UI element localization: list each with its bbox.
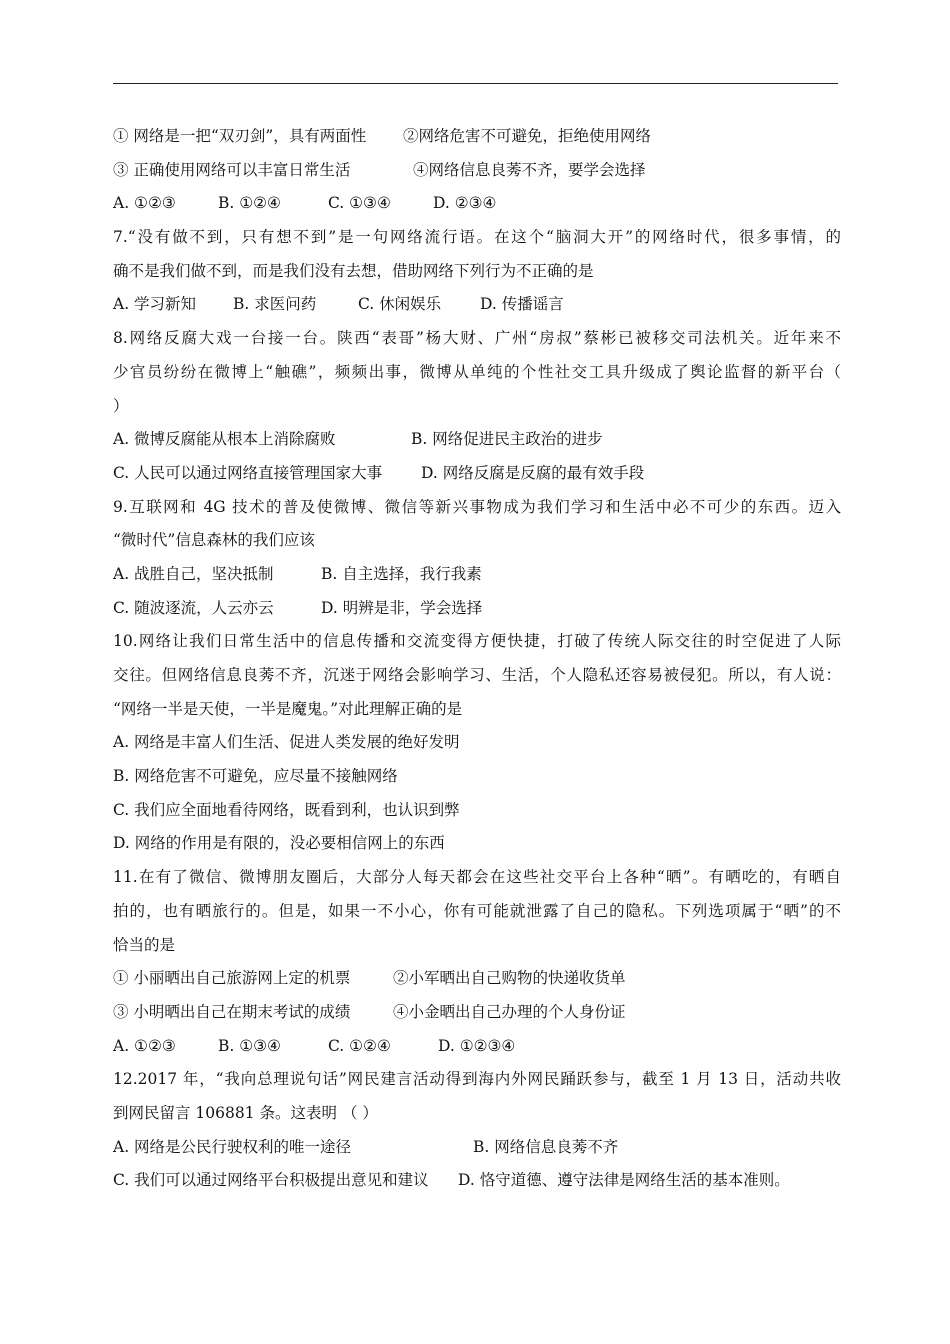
text-line: 9.互联网和 4G 技术的普及使微博、微信等新兴事物成为我们学习和生活中必不可少的东西。迈入 bbox=[113, 497, 841, 516]
text-segment: C. 人民可以通过网络直接管理国家大事 bbox=[113, 463, 383, 482]
text-segment: ① 网络是一把“双刃剑”，具有两面性 bbox=[113, 127, 367, 145]
text-line bbox=[113, 1131, 841, 1165]
text-segment: ① 小丽晒出自己旅游网上定的机票 bbox=[113, 969, 351, 988]
text-line: B. 网络危害不可避免，应尽量不接触网络 bbox=[113, 767, 398, 786]
text-segment: B. ①②④ bbox=[218, 194, 281, 213]
text-segment: ④网络信息良莠不齐，要学会选择 bbox=[413, 160, 646, 179]
text-line: “微时代”信息森林的我们应该 bbox=[113, 531, 315, 550]
text-line bbox=[113, 288, 841, 322]
text-segment: D. ①②③④ bbox=[438, 1036, 516, 1055]
text-segment: B. 网络信息良莠不齐 bbox=[473, 1137, 619, 1156]
text-segment: ③ 小明晒出自己在期末考试的成绩 bbox=[113, 1002, 351, 1021]
text-line: C. 我们应全面地看待网络，既看到利，也认识到弊 bbox=[113, 800, 460, 819]
text-line bbox=[113, 154, 841, 188]
text-segment: A. 战胜自己，坚决抵制 bbox=[113, 564, 274, 583]
text-line: 11.在有了微信、微博朋友圈后，大部分人每天都会在这些社交平台上各种“晒”。有晒吃的，有晒自 bbox=[113, 868, 841, 887]
text-line: 7.“没有做不到，只有想不到”是一句网络流行语。在这个“脑洞大开”的网络时代，很多事情，的 bbox=[113, 228, 841, 247]
text-segment: ③ 正确使用网络可以丰富日常生活 bbox=[113, 160, 351, 179]
text-line bbox=[113, 457, 841, 491]
text-line: 少官员纷纷在微博上“触礁”，频频出事，微博从单纯的个性社交工具升级成了舆论监督的新平台（ bbox=[113, 362, 841, 381]
text-segment: A. ①②③ bbox=[113, 194, 176, 213]
text-line bbox=[113, 962, 841, 996]
text-line bbox=[113, 187, 841, 221]
text-line: 交往。但网络信息良莠不齐，沉迷于网络会影响学习、生活，个人隐私还容易被侵犯。所以，有人说： bbox=[113, 666, 841, 684]
text-line: 到网民留言 106881 条。这表明 （ ） bbox=[113, 1103, 378, 1122]
text-segment: D. 明辨是非，学会选择 bbox=[321, 598, 483, 617]
text-segment: C. ①③④ bbox=[328, 194, 391, 213]
text-line bbox=[113, 120, 841, 154]
text-line: A. 网络是丰富人们生活、促进人类发展的绝好发明 bbox=[113, 733, 460, 752]
text-segment: A. 微博反腐能从根本上消除腐败 bbox=[113, 430, 336, 449]
text-segment: D. 网络反腐是反腐的最有效手段 bbox=[421, 463, 645, 482]
text-line bbox=[113, 1030, 841, 1064]
text-line bbox=[113, 996, 841, 1030]
text-segment: A. 学习新知 bbox=[113, 295, 197, 314]
text-segment: ④小金晒出自己办理的个人身份证 bbox=[393, 1002, 626, 1021]
header-rule bbox=[113, 83, 838, 84]
text-line: D. 网络的作用是有限的，没必要相信网上的东西 bbox=[113, 834, 445, 853]
text-segment: A. ①②③ bbox=[113, 1036, 176, 1055]
text-segment: D. 恪守道德、遵守法律是网络生活的基本准则。 bbox=[458, 1171, 790, 1190]
text-line: 8.网络反腐大戏一台接一台。陕西“表哥”杨大财、广州“房叔”蔡彬已被移交司法机关。近年来不 bbox=[113, 329, 841, 348]
text-line bbox=[113, 592, 841, 626]
text-segment: B. ①③④ bbox=[218, 1036, 281, 1055]
text-line: 恰当的是 bbox=[113, 935, 176, 954]
text-segment: ②小军晒出自己购物的快递收货单 bbox=[393, 969, 626, 988]
text-segment: D. 传播谣言 bbox=[480, 295, 564, 314]
text-segment: ②网络危害不可避免，拒绝使用网络 bbox=[403, 127, 652, 145]
text-line: “网络一半是天使，一半是魔鬼。”对此理解正确的是 bbox=[113, 699, 463, 718]
text-segment: B. 求医问药 bbox=[233, 295, 317, 314]
text-segment: B. 网络促进民主政治的进步 bbox=[411, 430, 603, 449]
text-line bbox=[113, 558, 841, 592]
text-segment: D. ②③④ bbox=[433, 194, 497, 213]
text-segment: C. 休闲娱乐 bbox=[358, 295, 442, 314]
text-line: 10.网络让我们日常生活中的信息传播和交流变得方便快捷，打破了传统人际交往的时空促进了人际 bbox=[113, 632, 841, 651]
text-line: ） bbox=[113, 396, 129, 415]
text-line bbox=[113, 423, 841, 457]
document-body bbox=[113, 120, 841, 1198]
text-line: 12.2017 年，“我向总理说句话”网民建言活动得到海内外网民踊跃参与，截至 1 月 13 日，活动共收 bbox=[113, 1070, 841, 1089]
text-segment: B. 自主选择，我行我素 bbox=[321, 564, 482, 583]
text-line: 拍的，也有晒旅行的。但是，如果一不小心，你有可能就泄露了自己的隐私。下列选项属于“晒”的不 bbox=[113, 901, 841, 920]
text-segment: C. 我们可以通过网络平台积极提出意见和建议 bbox=[113, 1171, 429, 1190]
text-segment: C. 随波逐流，人云亦云 bbox=[113, 598, 274, 617]
text-line: 确不是我们做不到，而是我们没有去想，借助网络下列行为不正确的是 bbox=[113, 261, 594, 280]
text-segment: C. ①②④ bbox=[328, 1036, 391, 1055]
text-line bbox=[113, 1164, 841, 1198]
text-segment: A. 网络是公民行驶权利的唯一途径 bbox=[113, 1137, 352, 1156]
